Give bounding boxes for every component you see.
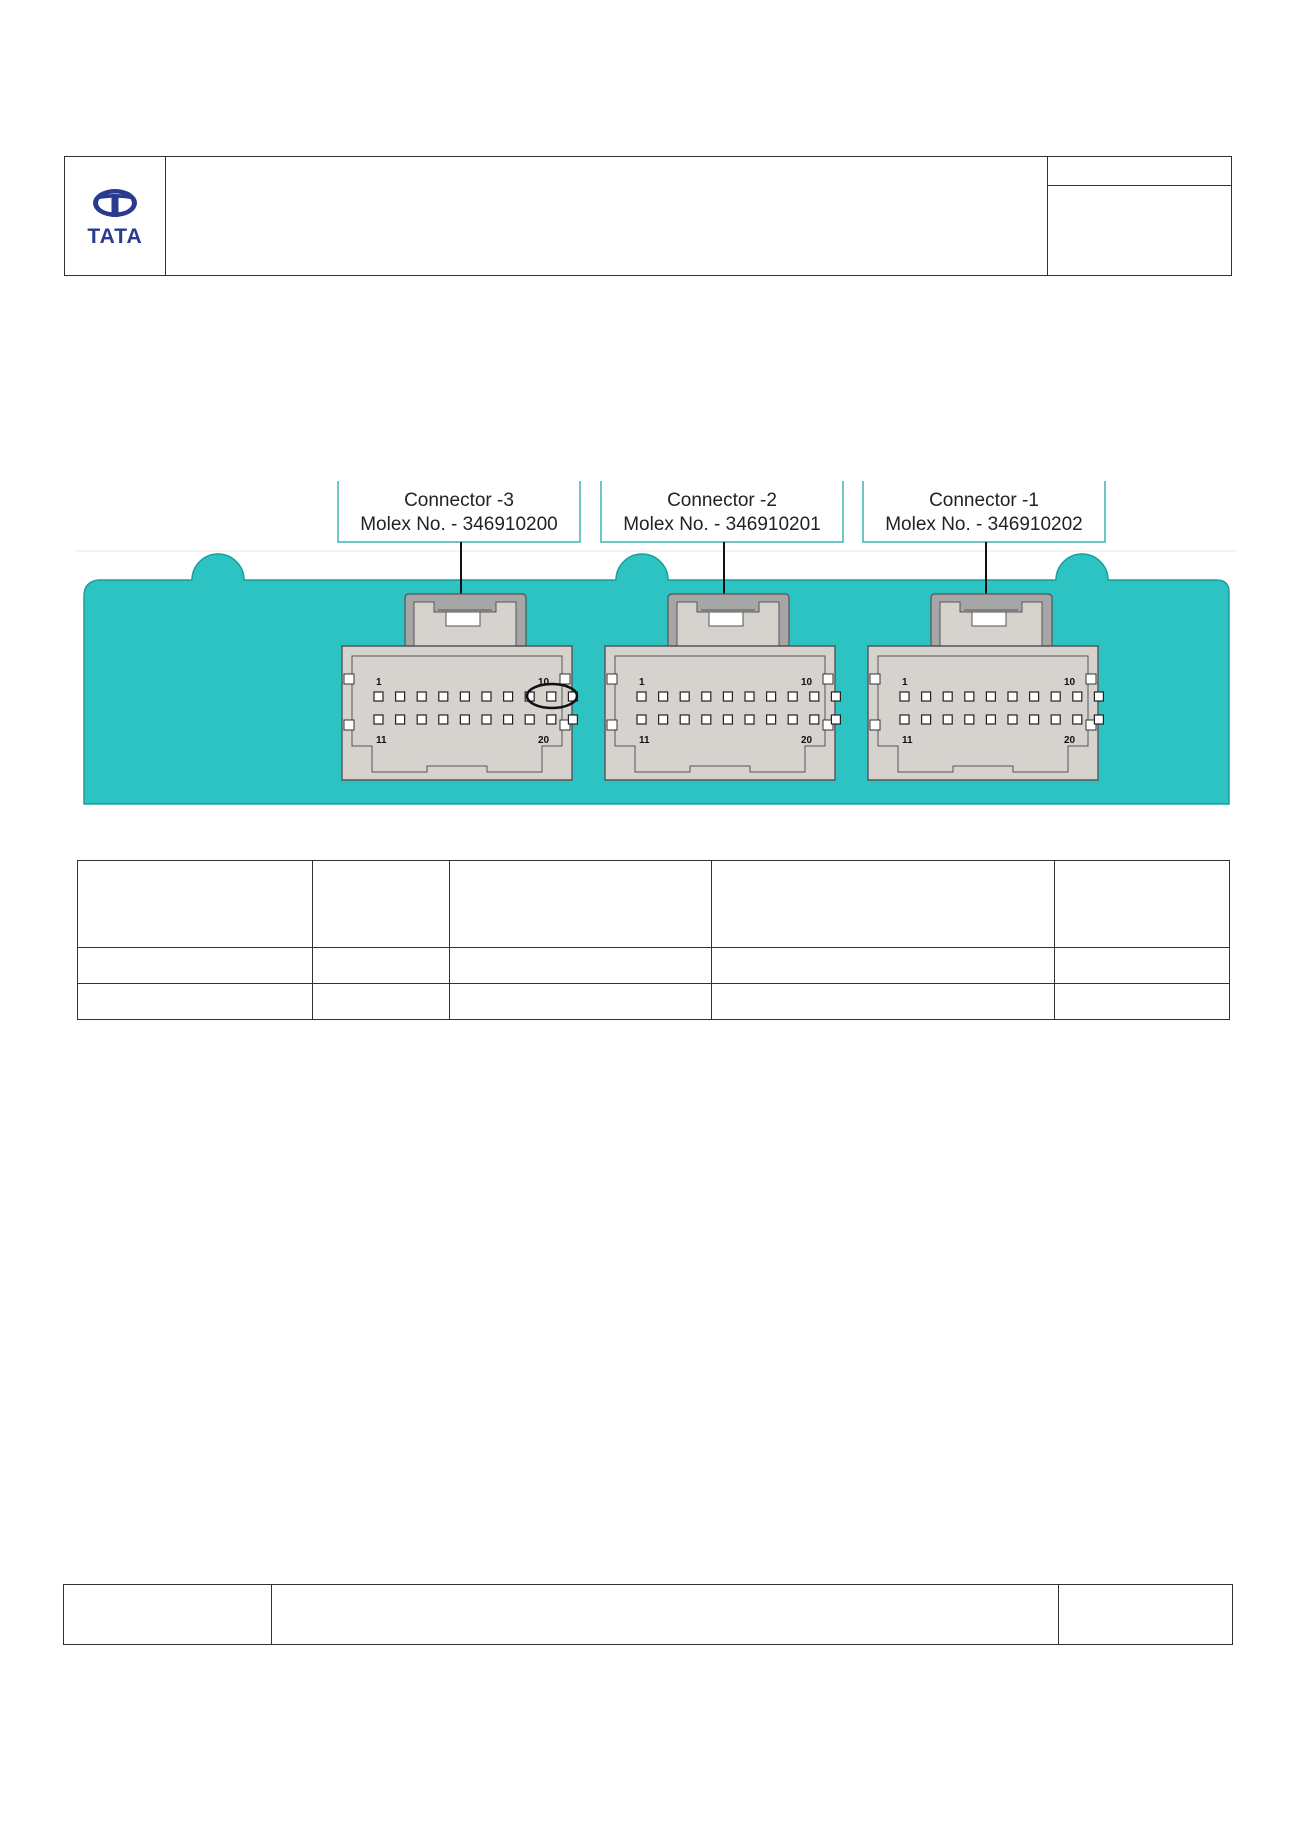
pin <box>460 715 469 724</box>
pin <box>723 692 732 701</box>
pin <box>922 692 931 701</box>
pin <box>831 692 840 701</box>
pin <box>767 715 776 724</box>
pin-label-top-end: 10 <box>538 677 550 688</box>
pin <box>1073 715 1082 724</box>
pin <box>702 715 711 724</box>
pin <box>943 715 952 724</box>
document-footer <box>63 1584 1233 1645</box>
header-right-cell <box>1047 157 1231 275</box>
pin <box>547 692 556 701</box>
pin <box>1073 692 1082 701</box>
pin <box>788 692 797 701</box>
pin <box>1094 692 1103 701</box>
pin <box>965 692 974 701</box>
pin <box>810 715 819 724</box>
table-cell <box>450 984 712 1020</box>
pin <box>1030 692 1039 701</box>
table-cell <box>712 984 1055 1020</box>
pin-label-last: 20 <box>801 735 813 746</box>
pin <box>396 692 405 701</box>
pin-label-last: 20 <box>538 735 550 746</box>
pin <box>439 692 448 701</box>
pin <box>374 692 383 701</box>
pin <box>659 715 668 724</box>
connector-diagram <box>76 478 1236 814</box>
pin <box>504 692 513 701</box>
pin-label-bottom-start: 11 <box>639 735 650 746</box>
pin <box>374 715 383 724</box>
logo-cell <box>65 157 166 275</box>
connector-label: Connector -1 <box>929 490 1039 511</box>
pin <box>1094 715 1103 724</box>
pin-table <box>77 860 1230 1020</box>
pin <box>1008 692 1017 701</box>
table-cell <box>78 861 313 948</box>
pin <box>986 715 995 724</box>
pin-label-bottom-start: 11 <box>376 735 387 746</box>
pin <box>1051 715 1060 724</box>
pin <box>396 715 405 724</box>
connector-part-number: Molex No. - 346910202 <box>885 514 1083 535</box>
table-cell <box>78 948 313 984</box>
logo-text: TATA <box>87 225 143 248</box>
pin <box>745 715 754 724</box>
pin <box>547 715 556 724</box>
pin <box>900 715 909 724</box>
table-cell <box>313 861 450 948</box>
table-cell <box>1055 984 1230 1020</box>
pin <box>1051 692 1060 701</box>
pin <box>637 715 646 724</box>
pin-label-first: 1 <box>902 677 908 688</box>
pin <box>1030 715 1039 724</box>
pin <box>943 692 952 701</box>
pin <box>637 692 646 701</box>
pin <box>986 692 995 701</box>
pin <box>788 715 797 724</box>
pin <box>460 692 469 701</box>
pin <box>439 715 448 724</box>
tata-logo-icon <box>91 187 139 223</box>
document-header <box>64 156 1232 276</box>
table-cell <box>712 861 1055 948</box>
pin <box>417 715 426 724</box>
table-cell <box>450 948 712 984</box>
pin <box>767 692 776 701</box>
pin <box>723 715 732 724</box>
header-right-divider <box>1048 185 1231 186</box>
table-cell <box>1055 948 1230 984</box>
pin <box>482 715 491 724</box>
pin <box>525 715 534 724</box>
pin <box>680 715 689 724</box>
pin-label-bottom-start: 11 <box>902 735 913 746</box>
pin <box>745 692 754 701</box>
table-row <box>78 984 1230 1020</box>
pin <box>900 692 909 701</box>
connector-part-number: Molex No. - 346910201 <box>623 514 821 535</box>
pin <box>417 692 426 701</box>
pin <box>504 715 513 724</box>
footer-right-cell <box>1058 1585 1232 1644</box>
pin <box>922 715 931 724</box>
pin <box>702 692 711 701</box>
pin-label-top-end: 10 <box>801 677 813 688</box>
pin-label-last: 20 <box>1064 735 1076 746</box>
connector-part-number: Molex No. - 346910200 <box>360 514 558 535</box>
table-header-row <box>78 861 1230 948</box>
table-cell <box>1055 861 1230 948</box>
table-cell <box>313 948 450 984</box>
pin <box>659 692 668 701</box>
pin-label-first: 1 <box>639 677 645 688</box>
connector-label: Connector -3 <box>404 490 514 511</box>
pin <box>1008 715 1017 724</box>
pin <box>831 715 840 724</box>
connector-label: Connector -2 <box>667 490 777 511</box>
pin <box>482 692 491 701</box>
footer-left-cell <box>64 1585 272 1644</box>
table-row <box>78 948 1230 984</box>
table-cell <box>450 861 712 948</box>
pin <box>568 715 577 724</box>
pin-label-first: 1 <box>376 677 382 688</box>
table-cell <box>313 984 450 1020</box>
pin-label-top-end: 10 <box>1064 677 1076 688</box>
table-cell <box>712 948 1055 984</box>
pin <box>680 692 689 701</box>
pin <box>810 692 819 701</box>
pin <box>965 715 974 724</box>
table-cell <box>78 984 313 1020</box>
